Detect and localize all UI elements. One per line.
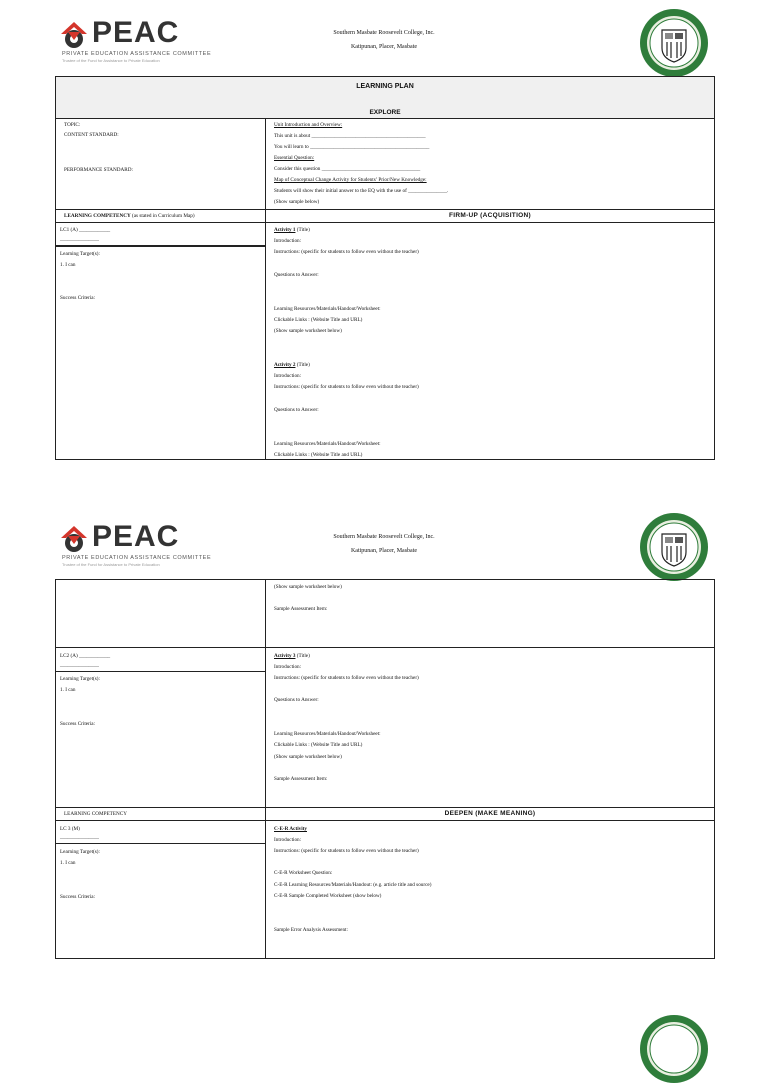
topic-label: TOPIC: — [64, 122, 81, 128]
learning-plan-table-page1 — [55, 76, 715, 460]
activity3-instructions: Instructions: (specific for students to follow even without the teacher) — [274, 675, 419, 681]
cer-resources: C-E-R Learning Resources/Materials/Handout: (e.g. article title and source) — [274, 882, 432, 888]
activity3-show-worksheet: (Show sample worksheet below) — [274, 754, 342, 760]
firmup-heading: FIRM-UP (ACQUISITION) — [266, 210, 715, 223]
explore-heading: EXPLORE — [369, 109, 401, 116]
activity1-label: Activity 1 — [274, 227, 296, 233]
lc1-cell — [56, 223, 266, 460]
lc1-success-label: Success Criteria: — [60, 295, 96, 301]
activity3-links: Clickable Links : (Website Title and URL) — [274, 742, 363, 748]
lc3-targets-label: Learning Target(s): — [60, 849, 100, 855]
lc2-targets-label: Learning Target(s): — [60, 676, 100, 682]
activity2-title: (Title) — [296, 362, 310, 368]
lc3-divider — [56, 843, 265, 844]
lc1-label: LC1 (A) ____________ — [60, 227, 111, 233]
school-seal-icon — [639, 8, 709, 78]
peac-wordmark: PEAC — [92, 16, 180, 49]
page1-header — [0, 0, 768, 80]
activity3-label: Activity 3 — [274, 653, 296, 659]
students-show-text: Students will show their initial answer to the EQ with the use of _______________. — [274, 188, 449, 194]
lc1-targets-label: Learning Target(s): — [60, 251, 100, 257]
lc2-line: _______________ — [60, 662, 99, 668]
lc-header-note: (as stated in Curriculum Map) — [132, 213, 195, 219]
unit-intro-label: Unit Introduction and Overview: — [274, 122, 343, 128]
activity2-heading — [274, 362, 310, 368]
school-name: Southern Masbate Roosevelt College, Inc. — [333, 534, 435, 540]
school-address: Katipunan, Placer, Masbate — [350, 44, 418, 50]
peac-tagline: PRIVATE EDUCATION ASSISTANCE COMMITTEE — [62, 51, 212, 57]
activity3-intro: Introduction: — [274, 664, 302, 670]
peac-subtagline: Trustee of the Fund for Assistance to Private Education — [62, 562, 160, 567]
activity1-questions: Questions to Answer: — [274, 272, 319, 278]
deepen-heading: DEEPEN (MAKE MEANING) — [266, 808, 715, 821]
cer-activity-label: C-E-R Activity — [274, 826, 307, 832]
school-seal-icon — [639, 1014, 709, 1084]
content-standard-label: CONTENT STANDARD: — [64, 132, 119, 138]
activity2-label: Activity 2 — [274, 362, 296, 368]
lc2-label: LC2 (A) ____________ — [60, 653, 111, 659]
page2-header — [0, 504, 768, 584]
performance-standard-label: PERFORMANCE STANDARD: — [64, 167, 133, 173]
activity2-resources: Learning Resources/Materials/Handout/Worksheet: — [274, 441, 381, 447]
cer-instructions: Instructions: (specific for students to follow even without the teacher) — [274, 848, 419, 854]
lc2-ican: 1. I can — [60, 687, 76, 693]
continued-show-worksheet: (Show sample worksheet below) — [274, 584, 342, 590]
will-learn-text: You will learn to ______________________________________________ — [274, 144, 430, 150]
school-name: Southern Masbate Roosevelt College, Inc. — [333, 30, 435, 36]
activity3-sample-assessment: Sample Assessment Item: — [274, 776, 328, 782]
lc-header-cell — [56, 210, 266, 223]
continued-sample-assessment: Sample Assessment Item: — [274, 606, 328, 612]
lc2-success-label: Success Criteria: — [60, 721, 96, 727]
activity1-instructions: Instructions: (specific for students to follow even without the teacher) — [274, 249, 419, 255]
activity3-questions: Questions to Answer: — [274, 697, 319, 703]
activity3-title: (Title) — [296, 653, 310, 659]
cer-error-analysis: Sample Error Analysis Assessment: — [274, 927, 348, 933]
lc3-success-label: Success Criteria: — [60, 894, 96, 900]
activity1-heading — [274, 227, 310, 233]
lc2-cell — [56, 648, 266, 808]
explore-cell — [266, 119, 715, 210]
cer-worksheet-question: C-E-R Worksheet Question: — [274, 870, 333, 876]
show-sample-text: (Show sample below) — [274, 199, 320, 205]
lc1-divider — [56, 245, 265, 247]
lc3-ican: 1. I can — [60, 860, 76, 866]
activity1-links: Clickable Links : (Website Title and URL) — [274, 317, 363, 323]
lc-header — [64, 213, 195, 219]
school-address: Katipunan, Placer, Masbate — [350, 548, 418, 554]
peac-wordmark: PEAC — [92, 520, 180, 553]
firmup-activities-cell — [266, 223, 715, 460]
activity2-questions: Questions to Answer: — [274, 407, 319, 413]
activity1-intro: Introduction: — [274, 238, 302, 244]
peac-subtagline: Trustee of the Fund for Assistance to Private Education — [62, 58, 160, 63]
peac-tagline: PRIVATE EDUCATION ASSISTANCE COMMITTEE — [62, 555, 212, 561]
peac-logo — [60, 520, 212, 570]
lc3-line: _______________ — [60, 834, 99, 840]
lc1-line: _______________ — [60, 236, 99, 242]
cer-sample-worksheet: C-E-R Sample Completed Worksheet (show below) — [274, 893, 382, 899]
activity2-links: Clickable Links : (Website Title and URL) — [274, 452, 363, 458]
activity1-resources: Learning Resources/Materials/Handout/Worksheet: — [274, 306, 381, 312]
lc3-cell — [56, 821, 266, 959]
cer-cell — [266, 821, 715, 959]
cer-intro: Introduction: — [274, 837, 302, 843]
activity1-show-worksheet: (Show sample worksheet below) — [274, 328, 342, 334]
peac-logo — [60, 16, 212, 66]
activity3-cell — [266, 648, 715, 808]
school-seal-icon — [639, 512, 709, 582]
activity3-resources: Learning Resources/Materials/Handout/Worksheet: — [274, 731, 381, 737]
activity1-title: (Title) — [296, 227, 310, 233]
essential-question-label: Essential Question: — [274, 155, 315, 161]
lc-header-cell-2 — [56, 808, 266, 821]
plan-title-cell — [56, 77, 715, 119]
continued-right-cell — [266, 580, 715, 648]
continued-left-cell — [56, 580, 266, 648]
standards-cell — [56, 119, 266, 210]
activity3-heading — [274, 653, 310, 659]
learning-plan-table-page2 — [55, 579, 715, 959]
lc2-divider — [56, 671, 265, 672]
activity2-instructions: Instructions: (specific for students to follow even without the teacher) — [274, 384, 419, 390]
activity2-intro: Introduction: — [274, 373, 302, 379]
lc-header-2: LEARNING COMPETENCY — [64, 811, 127, 817]
consider-text: Consider this question ______________________________________ — [274, 166, 421, 172]
lc-header-label: LEARNING COMPETENCY — [64, 213, 131, 219]
plan-title: LEARNING PLAN — [356, 83, 414, 90]
map-label: Map of Conceptual Change Activity for Students’ Prior/New Knowledge: — [274, 177, 427, 183]
lc1-ican: 1. I can — [60, 262, 76, 268]
unit-about-text: This unit is about ____________________________________________ — [274, 133, 426, 139]
lc3-label: LC 3 (M) — [60, 826, 80, 832]
